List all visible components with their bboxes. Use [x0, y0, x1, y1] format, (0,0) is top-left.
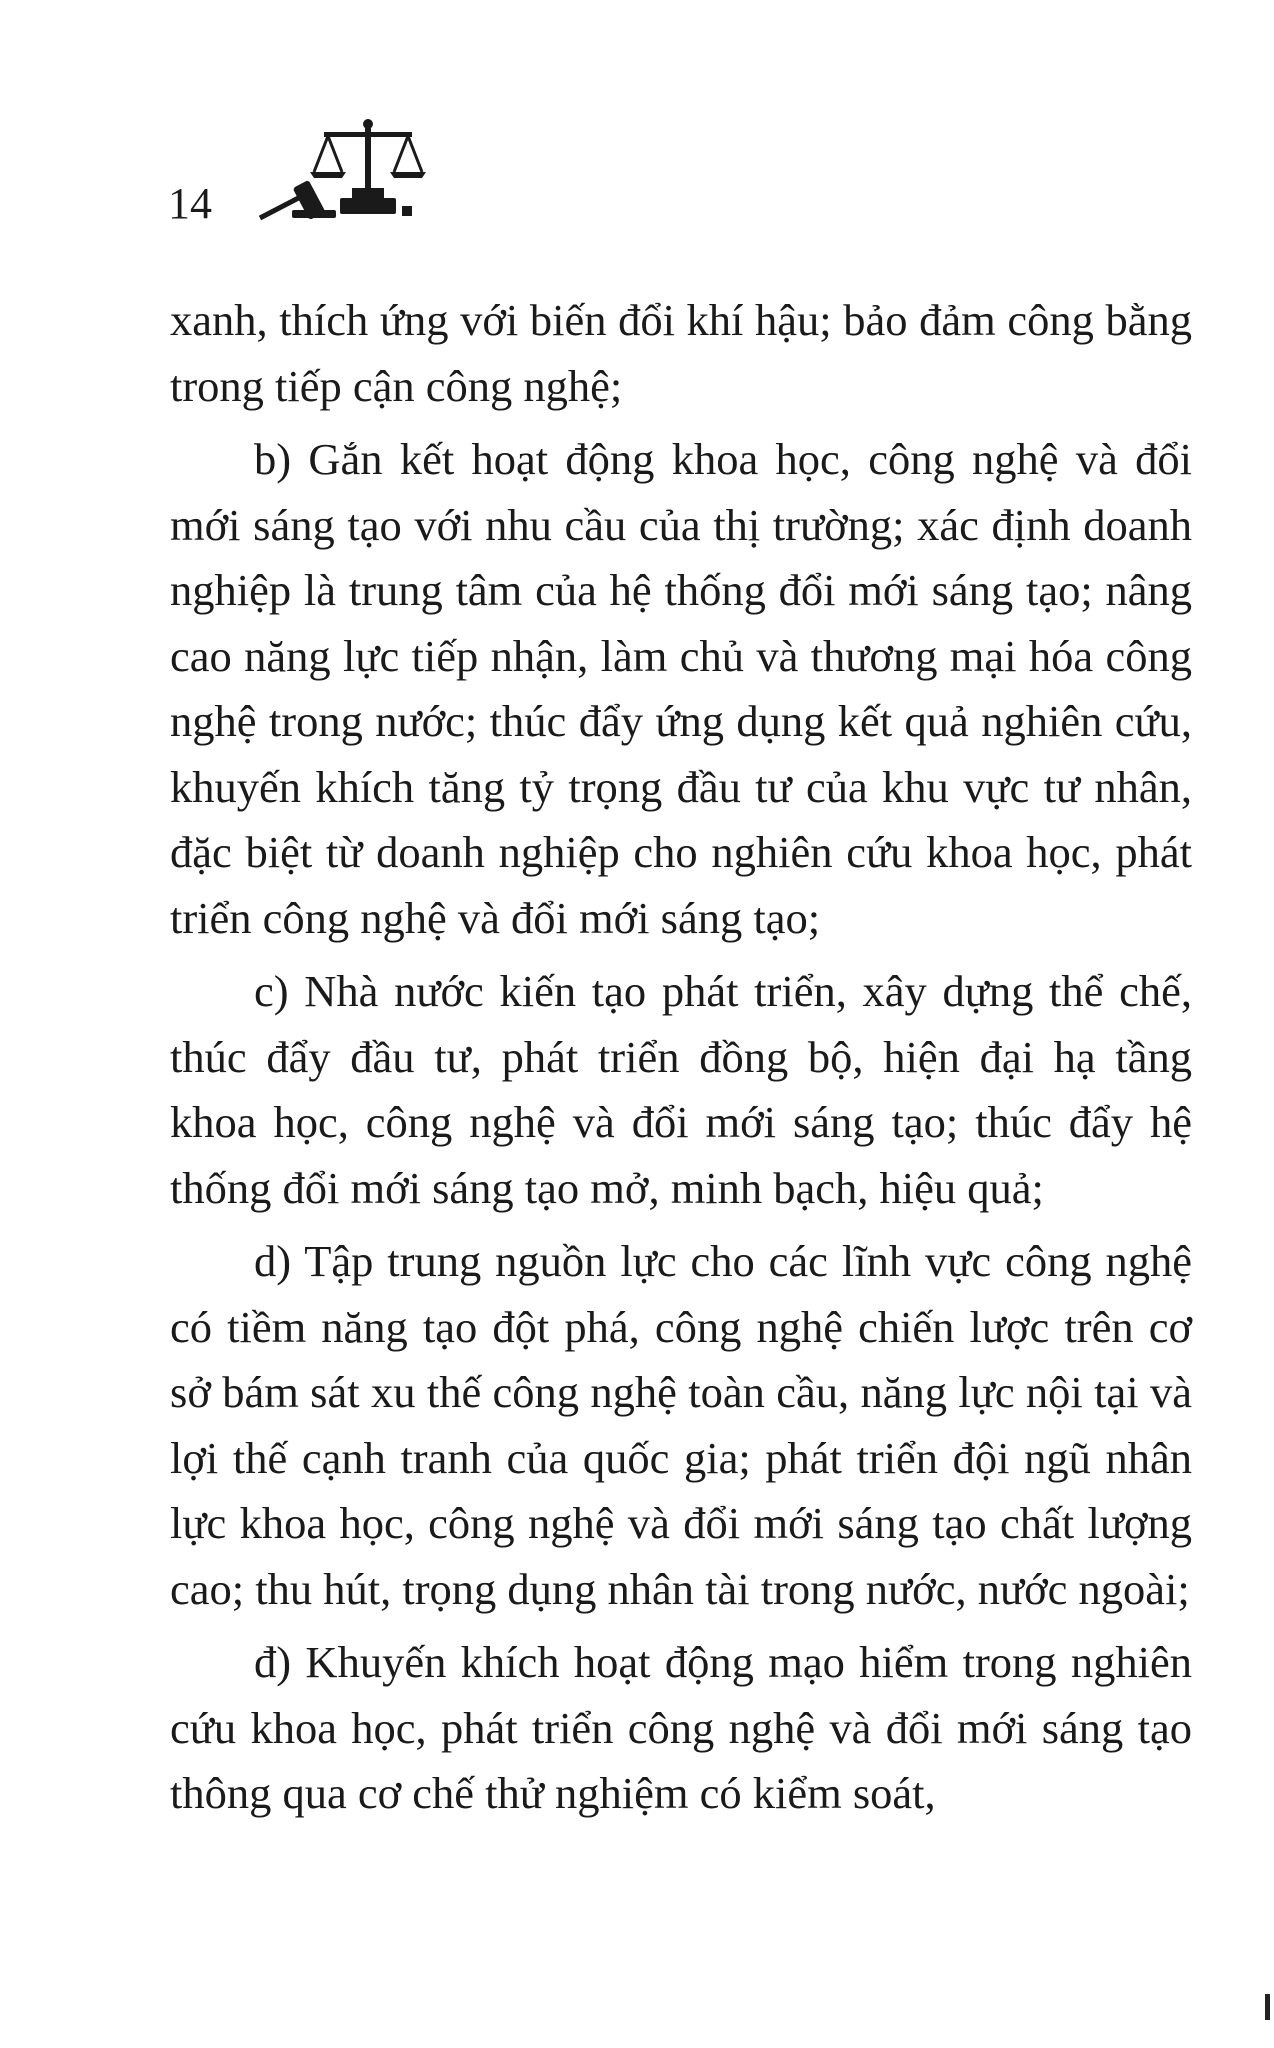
page-header [168, 112, 568, 242]
paragraph-continuation: xanh, thích ứng với biến đổi khí hậu; bảo đảm công bằng trong tiếp cận công nghệ; [170, 295, 1192, 411]
paragraph-item-d: d) Tập trung nguồn lực cho các lĩnh vực công nghệ có tiềm năng tạo đột phá, công nghệ chiến lược trên cơ sở bám sát xu thế công nghệ toàn cầu, năng lực nội tại và lợi thế cạnh tranh của quốc gia; phát triển đội ngũ nhân lực khoa học, công nghệ và đổi mới sáng tạo chất lượng cao; thu hút, trọng dụng nhân tài trong nước, nước ngoài; [170, 1236, 1192, 1614]
scan-edge-mark [1265, 1994, 1270, 2020]
paragraph-item-dd: đ) Khuyến khích hoạt động mạo hiểm trong nghiên cứu khoa học, phát triển công nghệ và đổi mới sáng tạo thông qua cơ chế thử nghiệm có kiểm soát, [170, 1637, 1192, 1818]
scales-of-justice-gavel-icon [256, 112, 436, 232]
body-text [170, 288, 1192, 1835]
paragraph-item-b: b) Gắn kết hoạt động khoa học, công nghệ và đổi mới sáng tạo với nhu cầu của thị trường; xác định doanh nghiệp là trung tâm của hệ thống đổi mới sáng tạo; nâng cao năng lực tiếp nhận, làm chủ và thương mại hóa công nghệ trong nước; thúc đẩy ứng dụng kết quả nghiên cứu, khuyến khích tăng tỷ trọng đầu tư của khu vực tư nhân, đặc biệt từ doanh nghiệp cho nghiên cứu khoa học, phát triển công nghệ và đổi mới sáng tạo; [170, 434, 1192, 943]
paragraph-item-c: c) Nhà nước kiến tạo phát triển, xây dựng thể chế, thúc đẩy đầu tư, phát triển đồng bộ, hiện đại hạ tầng khoa học, công nghệ và đổi mới sáng tạo; thúc đẩy hệ thống đổi mới sáng tạo mở, minh bạch, hiệu quả; [170, 966, 1192, 1213]
page-number: 14 [168, 179, 212, 228]
